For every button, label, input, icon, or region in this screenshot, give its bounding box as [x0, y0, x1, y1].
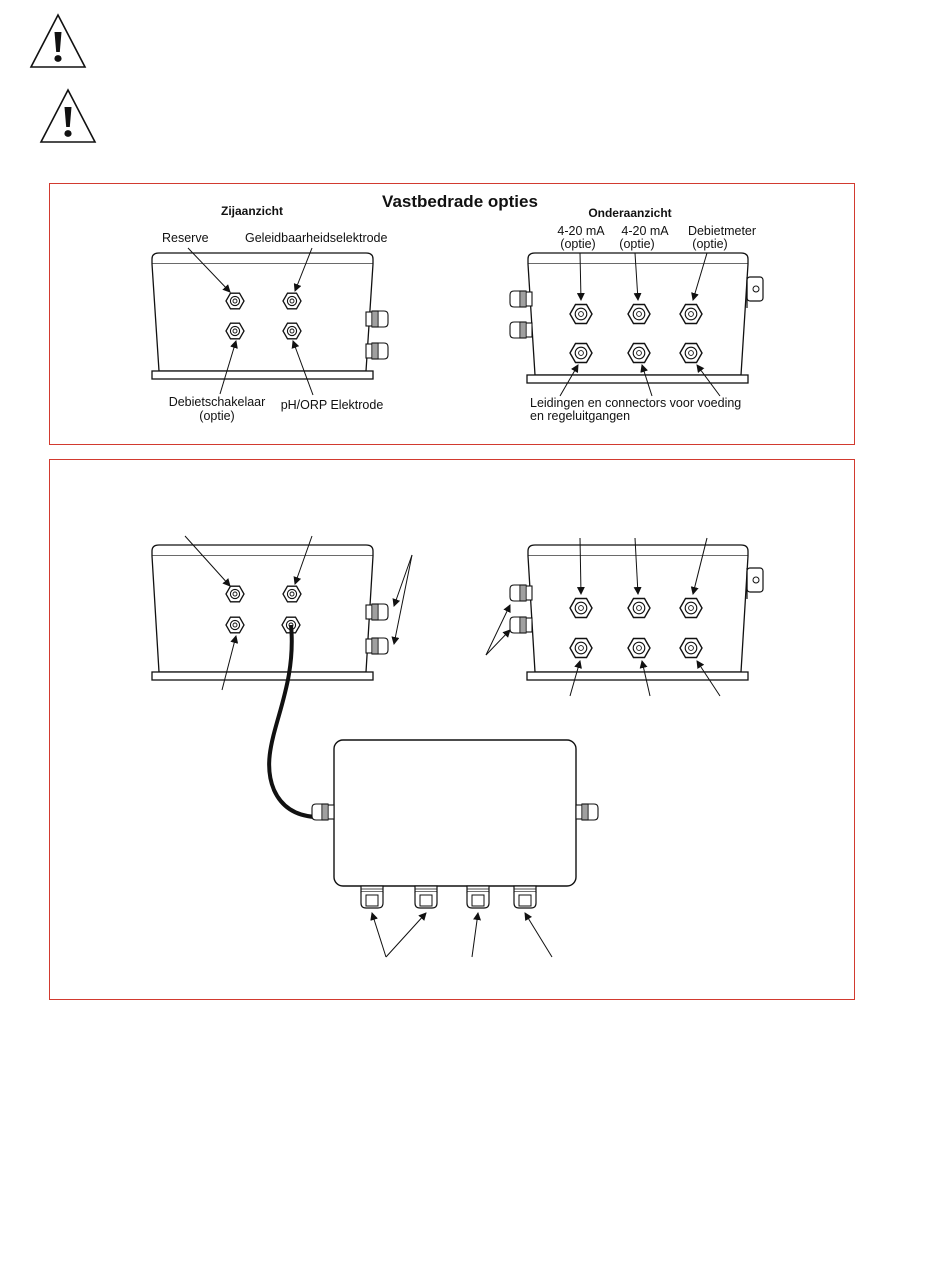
- label-4-20ma-2: 4-20 mA: [621, 224, 669, 238]
- label-4-20ma-2-option: (optie): [619, 237, 655, 251]
- label-4-20ma-1-option: (optie): [560, 237, 596, 251]
- label-ph-orp-electrode: pH/ORP Elektrode: [280, 398, 384, 412]
- warning-triangle-icon: [28, 12, 88, 70]
- label-flow-switch-option: (optie): [199, 409, 235, 423]
- label-conduits: Leidingen en connectors voor voeding: [530, 396, 742, 410]
- junction-box-wiring-panel: [49, 459, 855, 1000]
- label-4-20ma-1: 4-20 mA: [557, 224, 605, 238]
- label-conductivity-electrode: Geleidbaarheidselektrode: [245, 231, 388, 245]
- label-flowmeter-option: (optie): [692, 237, 728, 251]
- junction-box-wiring-diagram: [50, 460, 854, 999]
- warning-triangle-icon: [38, 87, 98, 145]
- bottom-view-heading: Onderaanzicht: [588, 206, 672, 220]
- label-conduits-continued: en regeluitgangen: [530, 409, 631, 423]
- junction-box: [312, 740, 598, 908]
- label-reserve: Reserve: [162, 231, 209, 245]
- side-view-heading: Zijaanzicht: [220, 204, 284, 218]
- label-flowmeter: Debietmeter: [687, 224, 757, 238]
- side-view-enclosure: [152, 545, 388, 680]
- hardwired-options-diagram: [50, 184, 854, 444]
- side-view-enclosure: [152, 253, 388, 379]
- diagram-title: Vastbedrade opties: [382, 192, 538, 211]
- hardwired-options-panel: [49, 183, 855, 445]
- label-flow-switch: Debietschakelaar: [168, 395, 266, 409]
